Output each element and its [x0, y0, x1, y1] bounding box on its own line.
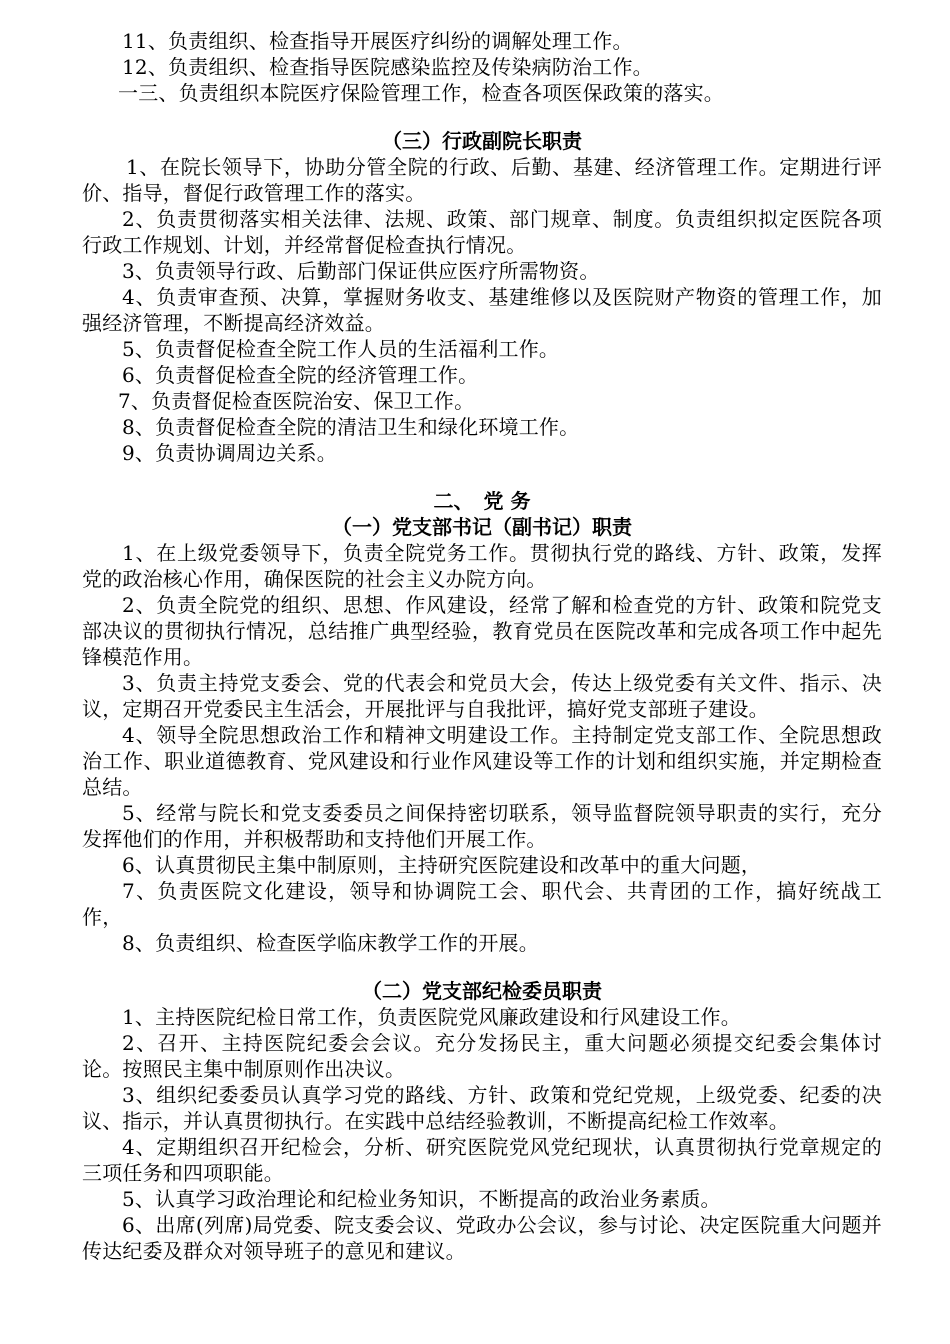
list-item: 7、负责督促检查医院治安、保卫工作。 [118, 389, 475, 413]
list-item: 9、负责协调周边关系。 [122, 441, 337, 465]
list-item: 8、负责组织、检查医学临床教学工作的开展。 [122, 931, 539, 955]
list-item: 3、负责领导行政、后勤部门保证供应医疗所需物资。 [122, 259, 600, 283]
list-item: 5、经常与院长和党支委委员之间保持密切联系，领导监督院领导职责的实行，充分发挥他们的作用，并积极帮助和支持他们开展工作。 [82, 801, 882, 851]
list-item: 1、主持医院纪检日常工作，负责医院党风廉政建设和行风建设工作。 [122, 1005, 741, 1029]
section-vice-admin [82, 128, 882, 466]
part-title: 二、 党 务 [433, 489, 531, 513]
section-secretary [82, 514, 882, 956]
section-title: （一）党支部书记（副书记）职责 [332, 515, 632, 539]
list-item: 12、负责组织、检查指导医院感染监控及传染病防治工作。 [122, 55, 653, 79]
section-title: （二）党支部纪检委员职责 [362, 979, 602, 1003]
list-item: 3、负责主持党支委会、党的代表会和党员大会，传达上级党委有关文件、指示、决议，定期召开党委民主生活会，开展批评与自我批评，搞好党支部班子建设。 [82, 671, 882, 721]
list-item: 5、认真学习政治理论和纪检业务知识，不断提高的政治业务素质。 [122, 1187, 721, 1211]
list-item: 一三、负责组织本院医疗保险管理工作，检查各项医保政策的落实。 [118, 81, 724, 105]
list-item: 3、组织纪委委员认真学习党的路线、方针、政策和党纪党规，上级党委、纪委的决议、指示，并认真贯彻执行。在实践中总结经验教训，不断提高纪检工作效率。 [82, 1083, 882, 1133]
list-item: 11、负责组织、检查指导开展医疗纠纷的调解处理工作。 [122, 29, 633, 53]
list-item: 1、在上级党委领导下，负责全院党务工作。贯彻执行党的路线、方针、政策，发挥党的政治核心作用，确保医院的社会主义办院方向。 [82, 541, 882, 591]
list-item: 4、定期组织召开纪检会，分析、研究医院党风党纪现状，认真贯彻执行党章规定的三项任务和四项职能。 [82, 1135, 882, 1185]
list-item: 1、在院长领导下，协助分管全院的行政、后勤、基建、经济管理工作。定期进行评价、指导，督促行政管理工作的落实。 [82, 155, 882, 205]
section-title: （三）行政副院长职责 [382, 129, 582, 153]
list-item: 6、出席(列席)局党委、院支委会议、党政办公会议，参与讨论、决定医院重大问题并传达纪委及群众对领导班子的意见和建议。 [82, 1213, 882, 1263]
list-item: 6、认真贯彻民主集中制原则，主持研究医院建设和改革中的重大问题， [122, 853, 762, 877]
list-item: 2、负责贯彻落实相关法律、法规、政策、部门规章、制度。负责组织拟定医院各项行政工作规划、计划，并经常督促检查执行情况。 [82, 207, 882, 257]
list-item: 4、负责审查预、决算，掌握财务收支、基建维修以及医院财产物资的管理工作，加强经济管理，不断提高经济效益。 [82, 285, 882, 335]
list-item: 6、负责督促检查全院的经济管理工作。 [122, 363, 479, 387]
list-item: 7、负责医院文化建设，领导和协调院工会、职代会、共青团的工作，搞好统战工作， [82, 879, 882, 929]
document-page [82, 28, 882, 1264]
list-item: 4、领导全院思想政治工作和精神文明建设工作。主持制定党支部工作、全院思想政治工作、职业道德教育、党风建设和行业作风建设等工作的计划和组织实施，并定期检查总结。 [82, 723, 882, 799]
list-item: 2、负责全院党的组织、思想、作风建设，经常了解和检查党的方针、政策和院党支部决议的贯彻执行情况，总结推广典型经验，教育党员在医院改革和完成各项工作中起先锋模范作用。 [82, 593, 882, 669]
section-discipline [82, 978, 882, 1264]
list-item: 2、召开、主持医院纪委会会议。充分发扬民主，重大问题必须提交纪委会集体讨论。按照民主集中制原则作出决议。 [82, 1031, 882, 1081]
section-admin-tail [82, 28, 882, 106]
list-item: 5、负责督促检查全院工作人员的生活福利工作。 [122, 337, 560, 361]
list-item: 8、负责督促检查全院的清洁卫生和绿化环境工作。 [122, 415, 580, 439]
